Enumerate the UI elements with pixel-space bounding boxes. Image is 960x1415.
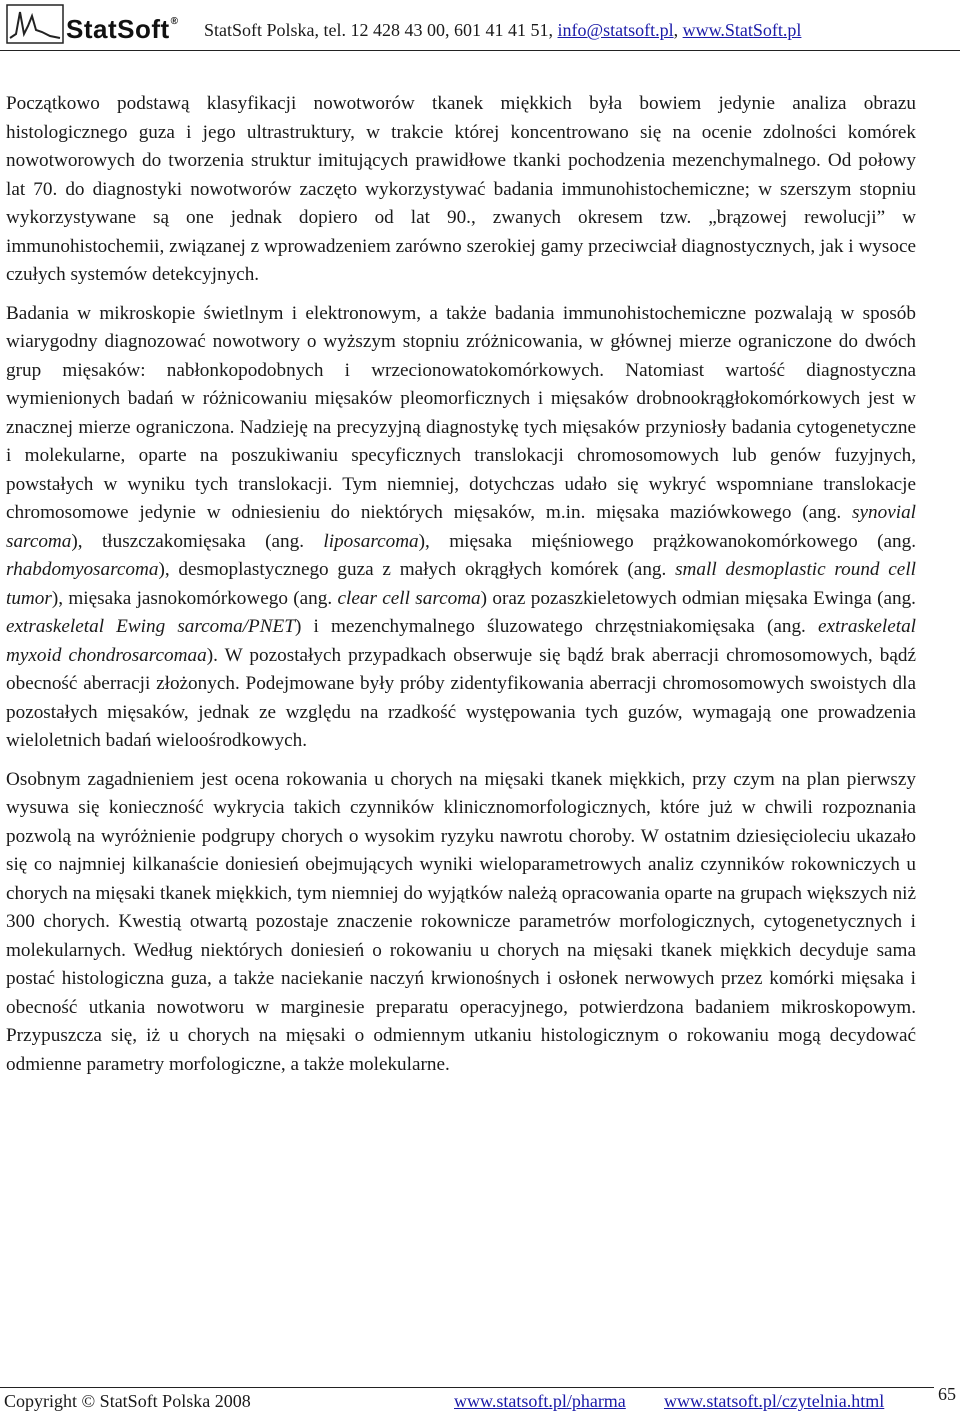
header-contact [204,20,801,41]
pharma-link[interactable]: www.statsoft.pl/pharma [454,1391,626,1411]
term-italic: extraskeletal Ewing sarcoma/PNET [6,616,295,637]
page-footer [4,1391,914,1413]
page-header [0,0,960,50]
page-number: 65 [938,1384,956,1404]
paragraph-2: Badania w mikroskopie świetlnym i elektronowym, a także badania immunohistochemiczne pozwalają w sposób wiarygodny diagnozować nowotwory o wyższym stopniu zróżnicowania, w głównej mierze ograniczone do dwóch grup mięsaków: nabłonkopodobnych i wrzecionowatokomórkowych. Natomiast wartość diagnostyczna wymienionych badań w różnicowaniu mięsaków pleomorficznych i mięsaków drobnookrągłokomórkowych jest w znacznej mierze ograniczona. Nadzieję na precyzyjną diagnostykę tych mięsaków przyniosły badania cytogenetyczne i molekularne, oparte na poszukiwaniu specyficznych translokacji chromosomowych lub genów fuzyjnych, powstałych w wyniku tych translokacji. Tym niemniej, dotychczas udało się wykryć wspomniane translokacje chromosomowe jedynie w odniesieniu do niektórych mięsaków, m.in. mięsaka maziówkowego (ang. synovial sarcoma), tłuszczakomięsaka (ang. liposarcoma), mięsaka mięśniowego prążkowanokomórkowego (ang. rhabdomyosarcoma), desmoplastycznego guza z małych okrągłych komórek (ang. small desmoplastic round cell tumor), mięsaka jasnokomórkowego (ang. clear cell sarcoma) oraz pozaszkieletowych odmian mięsaka Ewinga (ang. extraskeletal Ewing sarcoma/PNET) i mezenchymalnego śluzowatego chrzęstniakomięsaka (ang. extraskeletal myxoid chondrosarcomaa). W pozostałych przypadkach obserwuje się bądź brak aberracji chromosomowych, bądź obecność aberracji złożonych. Podejmowane były próby zidentyfikowania aberracji chromosomowych swoistych dla pozostałych mięsaków, jednak ze względu na rzadkość występowania tych guzów, wymagają one prowadzenia wieloletnich badań wieloośrodkowych. [6,302,917,751]
term-italic: small desmoplastic round cell tumor [6,559,916,609]
article-body [6,90,916,1089]
contact-text: StatSoft Polska, tel. 12 428 43 00, 601 41 41 51, [204,20,558,40]
term-italic: clear cell sarcoma [337,587,481,609]
term-italic: synovial sarcoma [6,502,916,552]
paragraph-1: Początkowo podstawą klasyfikacji nowotworów tkanek miękkich była bowiem jedynie analiza obrazu histologicznego guza i jego ultrastruktury, w trakcie której koncentrowano się na ocenie zdolności komórek nowotworowych do tworzenia struktur imitujących prawidłowe tkanki pochodzenia mezenchymalnego. Od połowy lat 70. do diagnostyki nowotworów zaczęto wykorzystywać badania immunohistochemiczne; w szerszym stopniu wykorzystywane są one jednak dopiero od lat 90., zwanych okresem tzw. „brązowej rewolucji” w immunohistochemii, związanej z wprowadzeniem zarówno szerokiej gamy przeciwciał diagnostycznych, jak i wysoce czułych systemów detekcyjnych. [6,93,916,285]
statsoft-logo-icon [6,4,64,44]
czytelnia-link[interactable]: www.statsoft.pl/czytelnia.html [664,1391,885,1411]
term-italic: liposarcoma [323,530,419,552]
paragraph-3: Osobnym zagadnieniem jest ocena rokowania u chorych na mięsaki tkanek miękkich, przy czym na plan pierwszy wysuwa się konieczność wykrycia takich czynników klinicznomorfologicznych, które już w chwili rozpoznania pozwolą na wyróżnienie podgrupy chorych o wysokim ryzyku nawrotu choroby. W ostatnim dziesięcioleciu ukazało się co najmniej kilkanaście doniesień obejmujących wyniki wieloparametrowych analiz czynników rokowniczych u chorych na mięsaki tkanek miękkich, tym niemniej do wyjątków należą opracowania oparte na grupach większych niż 300 chorych. Kwestią otwartą pozostaje znaczenie rokownicze parametrów morfologicznych, cytogenetycznych i molekularnych. Według niektórych doniesień o rokowaniu u chorych na mięsaki tkanek miękkich decyduje sama postać histologiczna guza, a także naciekanie naczyń krwionośnych i osłonek nerwowych przez komórki mięsaka i obecność utkania nowotworu w marginesie preparatu operacyjnego, potwierdzona badaniem mikroskopowym. Przypuszcza się, iż u chorych na mięsaki o odmiennym utkaniu histologicznym o rokowaniu mogą decydować odmienne parametry morfologiczne, a także molekularne. [6,768,917,1075]
website-link[interactable]: www.StatSoft.pl [682,20,802,40]
separator: , [673,20,683,40]
term-italic: extraskeletal myxoid chondrosarcomaa [6,616,917,666]
footer-divider [0,1387,934,1388]
email-link[interactable]: info@statsoft.pl [557,20,674,40]
header-divider [0,50,960,51]
logo-wordmark: StatSoft® [66,14,179,44]
term-italic: rhabdomyosarcoma [6,559,159,580]
copyright-text: Copyright © StatSoft Polska 2008 [4,1391,251,1411]
